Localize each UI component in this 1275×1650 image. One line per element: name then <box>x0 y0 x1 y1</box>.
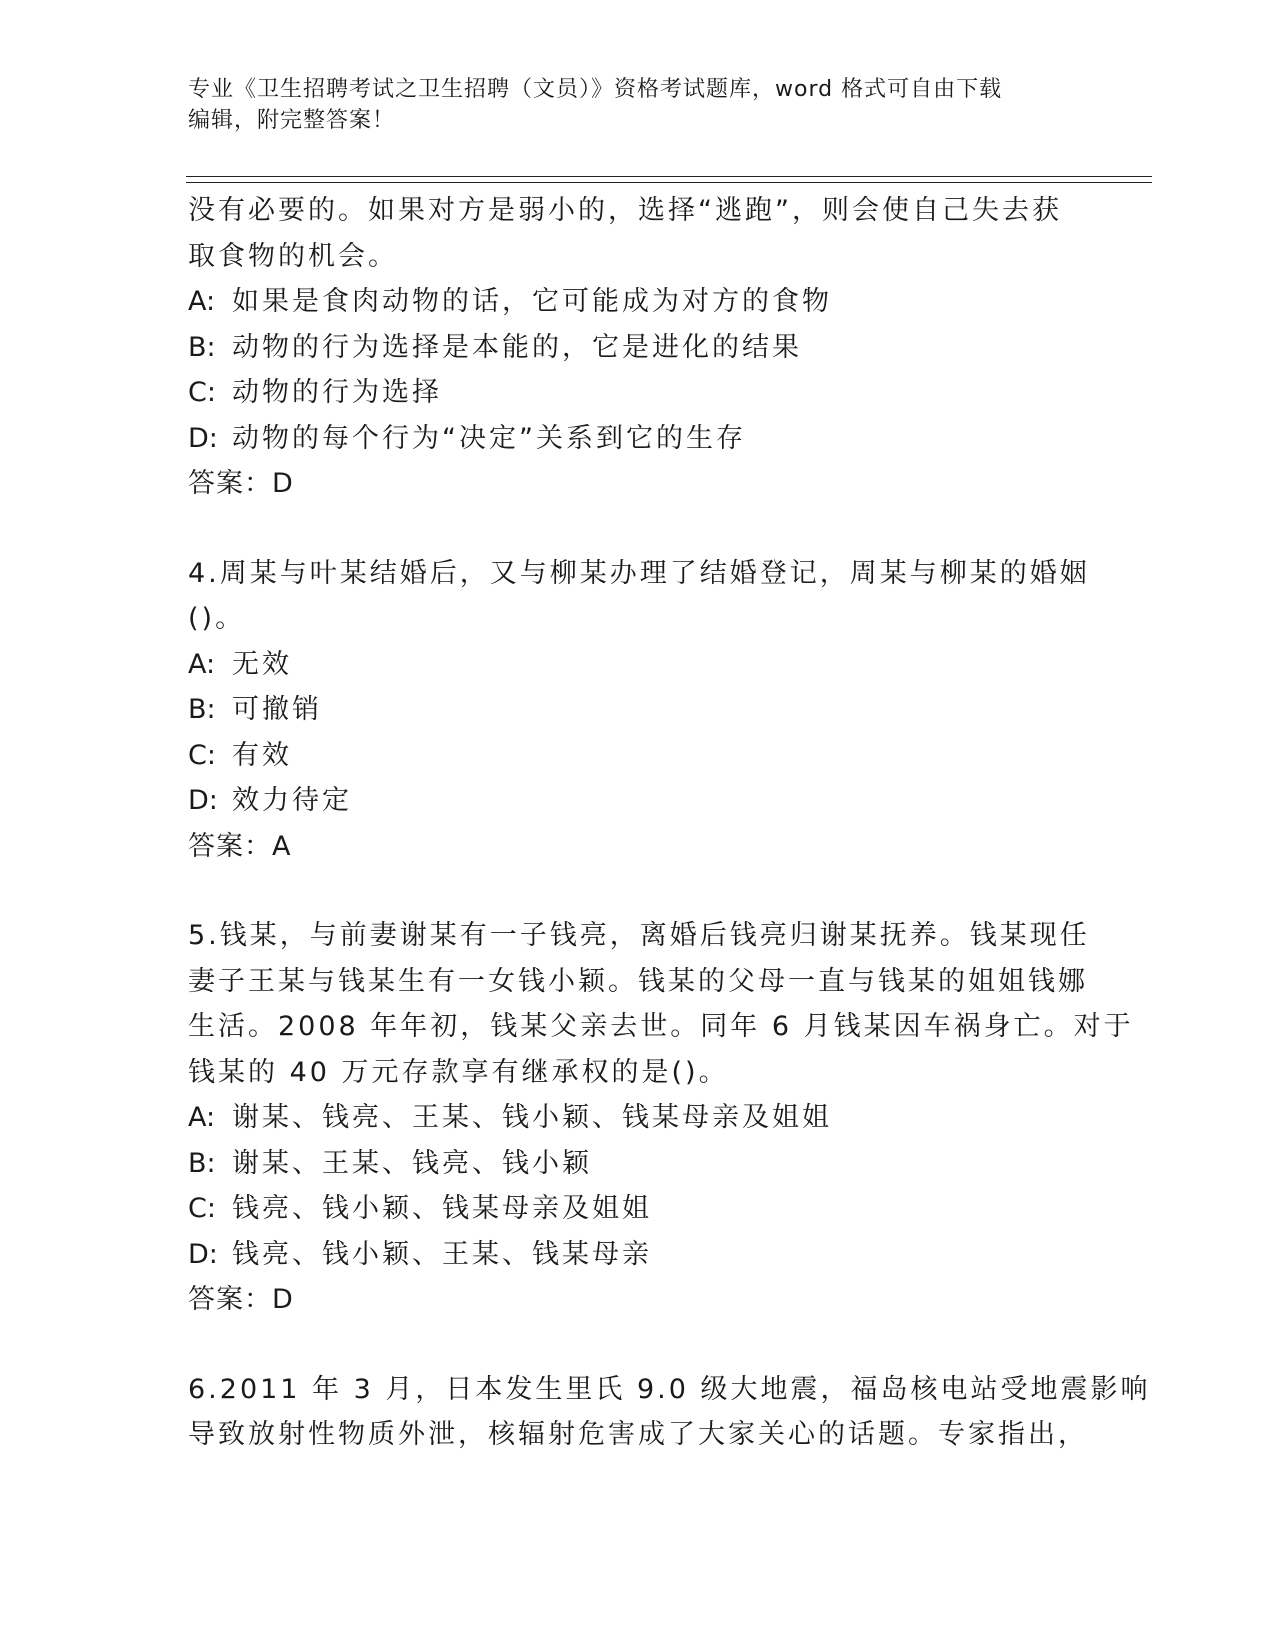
question-text-line: 妻子王某与钱某生有一女钱小颖。钱某的父母一直与钱某的姐姐钱娜 <box>188 965 1088 997</box>
option-text: 钱亮、钱小颖、钱某母亲及姐姐 <box>232 1193 652 1224</box>
option-key: D: <box>188 785 218 816</box>
option-text: 谢某、王某、钱亮、钱小颖 <box>232 1147 592 1179</box>
option-text: 钱亮、钱小颖、王某、钱某母亲 <box>232 1238 652 1270</box>
option-text: 动物的行为选择是本能的，它是进化的结果 <box>232 331 802 363</box>
option-text: 动物的行为选择 <box>232 377 442 408</box>
option-key: A: <box>188 648 216 680</box>
option-key: C: <box>188 1193 216 1224</box>
option-b <box>188 325 1088 371</box>
page-header <box>188 74 1078 136</box>
question-text-line: 6.2011 年 3 月，日本发生里氏 9.0 级大地震，福岛核电站受地震影响 <box>188 1373 1151 1405</box>
option-key: C: <box>188 377 216 408</box>
option-key: A: <box>188 1102 216 1133</box>
option-text: 谢某、钱亮、王某、钱小颖、钱某母亲及姐姐 <box>232 1102 832 1133</box>
option-a <box>188 279 1088 325</box>
question-text-line: 5.钱某，与前妻谢某有一子钱亮，离婚后钱亮归谢某抚养。钱某现任 <box>188 920 1090 951</box>
option-text: 动物的每个行为“决定”关系到它的生存 <box>232 422 746 454</box>
question-text-line: 4.周某与叶某结婚后，又与柳某办理了结婚登记，周某与柳某的婚姻 <box>188 557 1090 589</box>
question-text-line: 钱某的 40 万元存款享有继承权的是()。 <box>188 1056 729 1088</box>
question-text-line: ()。 <box>188 603 246 634</box>
option-key: A: <box>188 286 216 317</box>
header-line-1: 专业《卫生招聘考试之卫生招聘（文员）》资格考试题库，word 格式可自由下载 <box>188 77 1003 102</box>
header-divider-bottom <box>186 182 1152 183</box>
option-d <box>188 416 1088 462</box>
option-c <box>188 370 1088 416</box>
option-text: 效力待定 <box>232 785 352 816</box>
option-a <box>188 642 1088 688</box>
question-6 <box>188 1367 1151 1458</box>
header-divider-top <box>186 176 1152 177</box>
answer-line: 答案：D <box>188 1284 294 1315</box>
question-5 <box>188 913 1134 1323</box>
option-key: B: <box>188 694 216 725</box>
option-key: B: <box>188 331 216 363</box>
option-d <box>188 778 1088 824</box>
answer-line: 答案：A <box>188 830 292 862</box>
question-4 <box>188 551 1088 870</box>
question-text-line: 取食物的机会。 <box>188 240 398 272</box>
option-text: 无效 <box>232 648 292 680</box>
option-d <box>188 1232 1088 1278</box>
question-gap <box>188 507 1088 551</box>
question-gap <box>188 1323 1088 1367</box>
question-text-line: 生活。2008 年年初，钱某父亲去世。同年 6 月钱某因车祸身亡。对于 <box>188 1011 1134 1042</box>
question-text-line: 导致放射性物质外泄，核辐射危害成了大家关心的话题。专家指出， <box>188 1419 1088 1450</box>
option-b <box>188 687 1088 733</box>
page-content <box>188 188 1151 1458</box>
option-key: D: <box>188 422 218 454</box>
question-text-line: 没有必要的。如果对方是弱小的，选择“逃跑”，则会使自己失去获 <box>188 195 1062 226</box>
option-a <box>188 1095 1088 1141</box>
header-line-2: 编辑，附完整答案！ <box>188 108 396 133</box>
option-key: D: <box>188 1238 218 1270</box>
question-gap <box>188 869 1088 913</box>
option-key: C: <box>188 739 216 771</box>
option-text: 如果是食肉动物的话，它可能成为对方的食物 <box>232 286 832 317</box>
option-b <box>188 1141 1088 1187</box>
option-c <box>188 733 1088 779</box>
question-continuation <box>188 188 1088 507</box>
option-text: 有效 <box>232 739 292 771</box>
option-key: B: <box>188 1147 216 1179</box>
option-c <box>188 1186 1088 1232</box>
answer-line: 答案：D <box>188 468 294 499</box>
option-text: 可撤销 <box>232 694 322 725</box>
